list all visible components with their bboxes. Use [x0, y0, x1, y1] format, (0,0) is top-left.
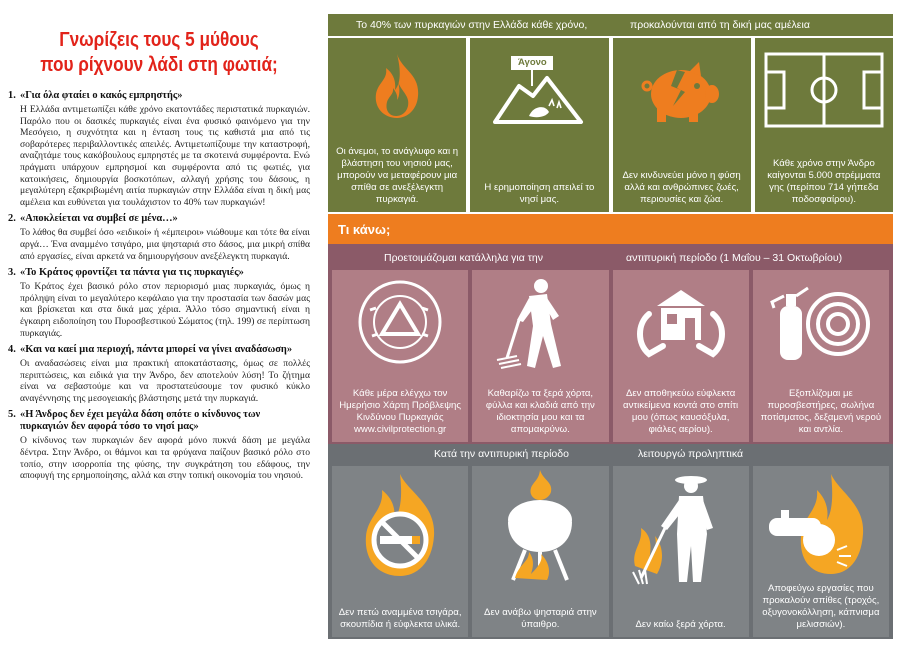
tile-equipment: Εξοπλίζομαι με πυροσβεστήρες, σωλήνα ποτίσματος, δεξαμενή νερού και αντλία.: [753, 270, 889, 442]
myth-heading-text: «Για όλα φταίει ο κακός εμπρηστής»: [20, 90, 183, 101]
myth-heading: [8, 90, 310, 102]
barren-badge-label: Άγονο: [518, 57, 547, 68]
myth-body: Το Κράτος έχει βασικό ρόλο στον περιορισμό μιας πυρκαγιάς, όμως η πρόληψη είναι το μεγαλύτερο κεφάλαιο για την προστασία των δασών μας και βρίσκεται και στα δικά μας χέρια. Άλλο τόσο σημαντική είναι η έγκαιρη ειδοποίηση του Πυροσβεστικού Σώματος (τηλ. 199) σε περίπτωση πυρκαγιάς.: [20, 281, 310, 339]
football-pitch-icon: [762, 50, 886, 130]
myth-heading: [8, 213, 310, 225]
tile-check-map: Κάθε μέρα ελέγχω τον Ημερήσιο Χάρτη Πρόβλεψης Κινδύνου Πυρκαγιάς www.civilprotection.gr: [332, 270, 468, 442]
myth-heading-text: «Και να καεί μια περιοχή, πάντα μπορεί να γίνει αναδάσωση»: [20, 344, 293, 356]
tile-no-sparks: Αποφεύγω εργασίες που προκαλούν σπίθες (τροχός, οξυγονοκόλληση, κάπνισμα μελισσιών).: [753, 466, 889, 637]
preparation-banner: Προετοιμάζομαι κατάλληλα για την αντιπυρική περίοδο (1 Μαΐου – 31 Οκτωβρίου): [328, 248, 893, 268]
tile-burned-area: Κάθε χρόνο στην Άνδρο καίγονται 5.000 στρέμματα γης (περίπου 714 γήπεδα ποδοσφαίρου).: [755, 38, 893, 212]
tile-no-flammables: Δεν αποθηκεύω εύφλεκτα αντικείμενα κοντά στο σπίτι μου (όπως καυσόξυλα, φιάλες αερίου).: [613, 270, 749, 442]
tile-no-burning-grass: Δεν καίω ξερά χόρτα.: [613, 466, 749, 637]
raking-person-icon: [495, 276, 585, 374]
tile-no-barbecue: Δεν ανάβω ψησταριά στην ύπαιθρο.: [472, 466, 608, 637]
top-banner: Το 40% των πυρκαγιών στην Ελλάδα κάθε χρόνο, προκαλούνται από τη δική μας αμέλεια: [328, 14, 893, 36]
myth-heading-text: «Αποκλείεται να συμβεί σε μένα…»: [20, 213, 178, 225]
extinguisher-hose-icon: [766, 280, 876, 364]
myth-item: [8, 213, 310, 262]
myth-heading-text: «Η Άνδρος δεν έχει μεγάλα δάση οπότε ο κίνδυνος των πυρκαγιών δεν αφορά τόσο το νησί μας»: [20, 409, 261, 433]
fire-icon: [362, 52, 432, 120]
tile-lives-property: Δεν κινδυνεύει μόνο η φύση αλλά και ανθρώπινες ζωές, περιουσίες και ζώα.: [613, 38, 751, 212]
broken-piggy-bank-icon: [641, 60, 723, 126]
myth-body: Το λάθος θα συμβεί όσο «ειδικοί» ή «έμπειροι» νιώθουμε και τότε θα είναι αργά… Ένα αναμμένο τσιγάρο, μια ψησταριά στο δάσος, μια μικρή σπίθα από εργασίες, είναι αρκετά να δημιουργήσουν ανεξέλεγκτη πυρκαγιά.: [20, 227, 310, 262]
myth-item: [8, 267, 310, 339]
myth-body: Η Ελλάδα αντιμετωπίζει κάθε χρόνο εκατοντάδες περιστατικά πυρκαγιών. Παρόλο που οι δασικές πυρκαγιές είναι ένα φυσικό φαινόμενο για την Μεσόγειο, η συχνότητα και η ένταση τους τις καθιστά μια από τις σοβαρότερες περιβαλλοντικές απειλές. Αντιμετωπίζουμε την καταστροφή, αναζητάμε τους κακόβουλους εμπρηστές με τα σκοτεινά συμφέροντα. Ενώ πράγματι υπάρχουν εμπρησμοί και συμφέροντα από τις φωτιές, για κατοικήσεις, δημιουργία βοσκοτόπων, αλλαγή χρήσης του δάσους, η μεγαλύτερη εξακριβωμένη αιτία πυρκαγιών στην Ελλάδα είναι η δική μας αμέλεια και ευθύνεται για τουλάχιστον το 40% των πυρκαγιών!: [20, 104, 310, 208]
preparation-tiles: [328, 270, 893, 442]
tile-desertification: Άγονο Η ερημοποίηση απειλεί το νησί μας.: [470, 38, 608, 212]
myth-item: [8, 344, 310, 404]
myth-number: 4.: [8, 344, 16, 356]
myth-heading: [8, 344, 310, 356]
infographic-panel: [328, 14, 893, 639]
tile-clean-property: Καθαρίζω τα ξερά χόρτα, φύλλα και κλαδιά από την ιδιοκτησία μου και τα απομακρύνω.: [472, 270, 608, 442]
angle-grinder-icon: [761, 470, 881, 580]
myth-number: 5.: [8, 409, 16, 421]
barbecue-grill-icon: [495, 468, 585, 588]
myth-item: [8, 409, 310, 481]
myth-heading-text: «Το Κράτος φροντίζει τα πάντα για τις πυρκαγιές»: [20, 267, 244, 279]
protected-house-icon: [629, 284, 733, 364]
prevention-tiles: [328, 466, 893, 637]
what-to-do-heading: Τι κάνω;: [328, 214, 893, 244]
myth-number: 3.: [8, 267, 16, 279]
myth-body: Οι αναδασώσεις είναι μια πρακτική αποκατάστασης, όμως σε πολλές περιπτώσεις, και ειδικά για την Άνδρο, δεν αποτελούν λύση! Το ζήτημα είναι να σεβαστούμε και να προστατεύσουμε τον φυσικό κύκλο αναγέννησης της μεσογειακής βλάστησης μετά την πυρκαγιά.: [20, 358, 310, 404]
farmer-pitchfork-icon: [621, 470, 741, 590]
myth-number: 1.: [8, 90, 16, 101]
tile-no-cigarettes: Δεν πετώ αναμμένα τσιγάρα, σκουπίδια ή εύφλεκτα υλικά.: [332, 466, 468, 637]
top-tiles: [328, 38, 893, 212]
page-title: Γνωρίζεις τους 5 μύθους που ρίχνουν λάδι στη φωτιά;: [40, 29, 278, 76]
civil-protection-logo-icon: [358, 280, 442, 364]
prevention-banner: Κατά την αντιπυρική περίοδο λειτουργώ προληπτικά: [328, 444, 893, 464]
myth-heading: [8, 267, 310, 279]
tile-wind-fire: Οι άνεμοι, το ανάγλυφο και η βλάστηση του νησιού μας, μπορούν να μεταφέρουν μια σπίθα σε ανεξέλεγκτη πυρκαγιά.: [328, 38, 466, 212]
no-cigarette-icon: [352, 470, 448, 580]
myths-column: [8, 8, 310, 644]
myths-list: [8, 90, 310, 482]
myth-heading: [8, 409, 310, 433]
myth-number: 2.: [8, 213, 16, 225]
myth-body: Ο κίνδυνος των πυρκαγιών δεν αφορά μόνο πυκνά δάση με μεγάλα δέντρα. Στην Άνδρο, οι θάμνοι και τα φρύγανα παίζουν βασικό ρόλο στο τοπίο, στην ισορροπία της φύσης, την συγκράτηση του εδάφους, την αποφυγή της ερημοποίησης, αλλά και στην τοπική οικονομία του νησιού.: [20, 435, 310, 482]
myth-item: [8, 90, 310, 208]
